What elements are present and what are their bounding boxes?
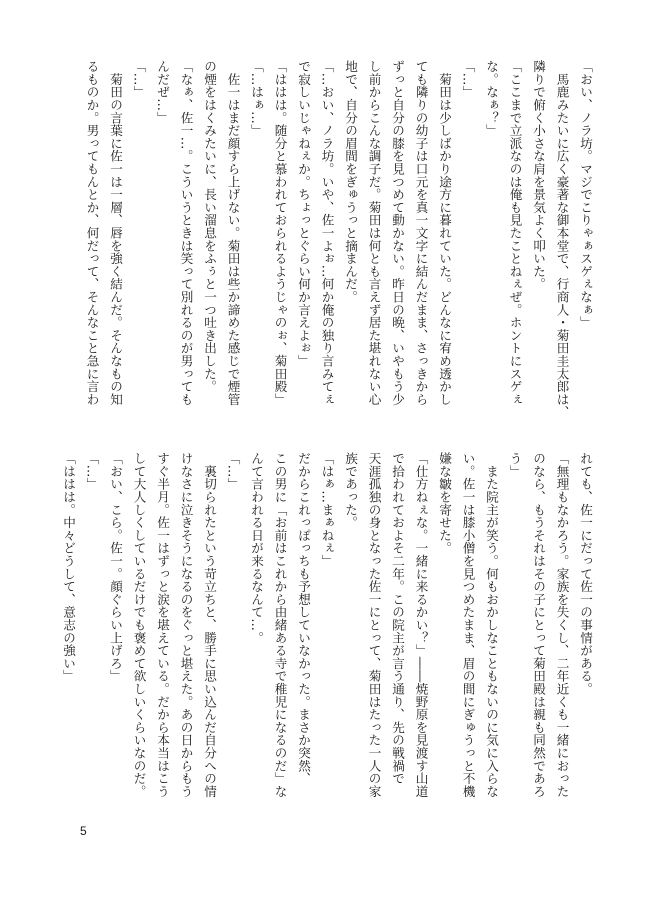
text-line: 「ここまで立派なのは俺も見たことねぇぜ。ホントにスゲぇ <box>507 60 523 406</box>
text-line: 菊田は少しばかり途方に暮れていた。どんなに宥め透かし <box>437 60 452 406</box>
text-line: のなら、もうそれはその子にとって菊田殿は親も同然であろ <box>531 452 546 798</box>
text-line: 「…」 <box>225 452 241 491</box>
text-line: 地で、自分の眉間をぎゅうっと摘まんだ。 <box>343 60 358 304</box>
text-line: で寂しいじゃねぇか。ちょっとぐらい何か言えよぉ」 <box>296 60 311 368</box>
text-line: だからこれっぽっちも予想していなかった。まさか突然、 <box>296 452 311 785</box>
text-line: 「…おい、ノラ坊。いや、佐一よぉ…何か俺の独り言みてぇ <box>319 60 335 406</box>
text-line: 馬鹿みたいに広く豪著な御本堂で、行商人・菊田圭太郎は、 <box>554 60 570 419</box>
text-line: 「なぁ、佐一…。こういうときは笑って別れるのが男っても <box>178 60 194 406</box>
text-line: 裏切られたという苛立ちと、勝手に思い込んだ自分への情 <box>202 452 217 798</box>
text-line: の煙をはくみたいに、長い溜息をふぅと一つ吐き出した。 <box>202 60 217 393</box>
text-line: 隣りで俯く小さな肩を景気よく叩いた。 <box>531 60 546 291</box>
text-line: この男に「お前はこれから由緒ある寺で稚児になるのだ」な <box>272 452 288 798</box>
text-line: ずっと自分の膝を見つめて動かない。昨日の晩、いやもう少 <box>390 60 405 406</box>
text-line: 「ははは。随分と慕われておられるようじゃのぉ、菊田殿」 <box>272 60 288 406</box>
text-line: 「ははは。中々どうして、意志の強い」 <box>61 452 76 683</box>
text-line: して大人しくしているだけでも褒めて欲しいくらいなのだ。 <box>131 452 147 798</box>
text-line: 「無理もなかろう。家族を失くし、二年近くも一緒におった <box>554 452 570 798</box>
text-line: 「…」 <box>84 452 100 491</box>
text-line: な。なぁ？」 <box>484 60 499 137</box>
text-line: 嫌な皺を寄せた。 <box>437 452 452 555</box>
text-line: んて言われる日が来るなんて…。 <box>249 452 264 644</box>
text-line: 「…」 <box>131 60 147 99</box>
text-line: けなさに泣きそうになるのをぐっと堪えた。あの日からもう <box>178 452 194 798</box>
text-line: う」 <box>507 452 523 478</box>
text-line: 族であった。 <box>343 452 358 529</box>
text-line: また院主が笑う。何もおかしなこともないのに気に入らな <box>484 452 499 798</box>
text-line: 「…はぁ…」 <box>249 60 264 137</box>
text-line: るものか。男ってもんとか、何だって、そんなこと急に言わ <box>84 60 100 406</box>
text-line: ても隣りの幼子は口元を真一文字に結んだまま、さっきから <box>413 60 429 406</box>
text-line: 佐一はまだ顔すら上げない。菊田は些か諦めた感じで煙管 <box>225 60 241 406</box>
text-line: 「おい、ノラ坊。マジでこりゃぁスゲぇなぁ」 <box>578 60 593 329</box>
page-number: 5 <box>80 824 87 838</box>
text-line: し前からこんな調子だ。菊田は何とも言えず居た堪れない心 <box>366 60 382 406</box>
text-block-upper <box>67 60 597 445</box>
text-line: すぐ半月。佐一はずっと涙を堪えている。だから本当はこう <box>155 452 170 798</box>
text-line: 「…」 <box>460 60 476 99</box>
text-line: 「おい、こら。佐一。顔ぐらい上げろ」 <box>108 452 123 683</box>
text-line: い。佐一は膝小僧を見つめたまま、眉の間にぎゅうっと不機 <box>460 452 476 798</box>
text-line: 「はぁ…まぁねぇ」 <box>319 452 335 568</box>
text-line: で拾われておよそ二年。この院主が言う通り、先の戦禍で <box>390 452 405 785</box>
text-line: 天涯孤独の身となった佐一にとって、菊田はたった一人の家 <box>366 452 382 798</box>
text-line: 「仕方ねぇな。一緒に来るかい？」――焼野原を見渡す山道 <box>413 452 429 798</box>
text-line: んだぜ…」 <box>155 60 170 124</box>
text-line: れても、佐一にだって佐一の事情がある。 <box>578 452 593 696</box>
text-line: 菊田の言葉に佐一は一層、唇を強く結んだ。そんなもの知 <box>108 60 123 406</box>
text-block-lower <box>61 452 597 837</box>
